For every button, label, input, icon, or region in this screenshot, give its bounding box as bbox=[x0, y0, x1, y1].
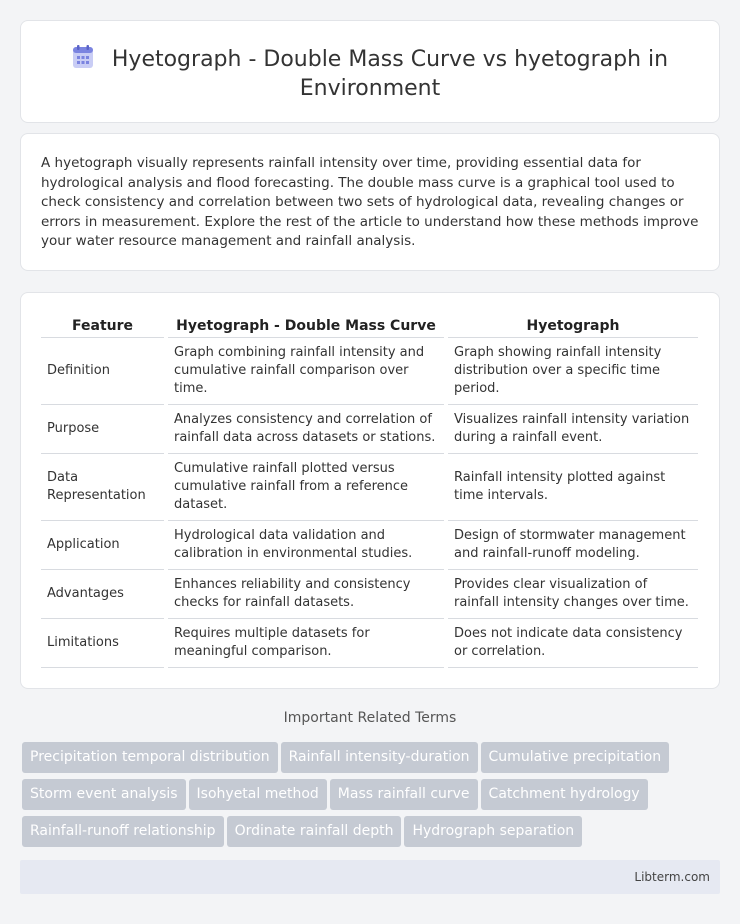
row-double-mass-value: Hydrological data validation and calibration in environmental studies. bbox=[168, 520, 444, 569]
header-hyetograph: Hyetograph bbox=[448, 315, 698, 337]
row-hyetograph-value: Provides clear visualization of rainfall intensity changes over time. bbox=[448, 569, 698, 618]
table-row bbox=[41, 337, 698, 404]
related-term-tag[interactable]: Ordinate rainfall depth bbox=[227, 816, 402, 847]
row-hyetograph-value: Rainfall intensity plotted against time intervals. bbox=[448, 453, 698, 520]
row-feature: Advantages bbox=[41, 569, 164, 618]
table-row bbox=[41, 453, 698, 520]
title-line-1: Hyetograph - Double Mass Curve vs hyetograph in bbox=[111, 47, 669, 72]
intro-paragraph: A hyetograph visually represents rainfall intensity over time, providing essential data for hydrological analysis and flood forecasting. The double mass curve is a graphical tool used to check consistency and correlation between two sets of hydrological data, revealing changes or errors in measurement. Explore the rest of the article to understand how these methods improve your water resource management and rainfall analysis. bbox=[41, 155, 699, 250]
table-row bbox=[41, 618, 698, 667]
related-term-tag[interactable]: Rainfall-runoff relationship bbox=[22, 816, 224, 847]
row-double-mass-value: Enhances reliability and consistency checks for rainfall datasets. bbox=[168, 569, 444, 618]
title-line-2: Environment bbox=[299, 76, 441, 101]
comparison-table-card bbox=[20, 292, 720, 689]
row-double-mass-value: Requires multiple datasets for meaningful comparison. bbox=[168, 618, 444, 667]
related-term-tag[interactable]: Rainfall intensity-duration bbox=[281, 742, 478, 773]
footer bbox=[20, 860, 720, 894]
row-feature: Application bbox=[41, 520, 164, 569]
row-double-mass-value: Analyzes consistency and correlation of rainfall data across datasets or stations. bbox=[168, 404, 444, 453]
related-term-tag[interactable]: Mass rainfall curve bbox=[330, 779, 478, 810]
header-double-mass-curve: Hyetograph - Double Mass Curve bbox=[168, 315, 444, 337]
related-terms-title: Important Related Terms bbox=[283, 710, 457, 726]
related-term-tag[interactable]: Isohyetal method bbox=[189, 779, 327, 810]
row-double-mass-value: Graph combining rainfall intensity and cumulative rainfall comparison over time. bbox=[168, 337, 444, 404]
table-row bbox=[41, 569, 698, 618]
row-feature: Limitations bbox=[41, 618, 164, 667]
related-terms-tags bbox=[22, 742, 722, 853]
row-feature: Purpose bbox=[41, 404, 164, 453]
header-card bbox=[20, 20, 720, 123]
row-double-mass-value: Cumulative rainfall plotted versus cumulative rainfall from a reference dataset. bbox=[168, 453, 444, 520]
row-hyetograph-value: Design of stormwater management and rainfall-runoff modeling. bbox=[448, 520, 698, 569]
related-term-tag[interactable]: Hydrograph separation bbox=[404, 816, 582, 847]
table-header-row bbox=[41, 315, 698, 337]
header-feature: Feature bbox=[41, 315, 164, 337]
related-term-tag[interactable]: Precipitation temporal distribution bbox=[22, 742, 278, 773]
document-icon bbox=[72, 45, 94, 69]
row-hyetograph-value: Visualizes rainfall intensity variation during a rainfall event. bbox=[448, 404, 698, 453]
row-feature: Data Representation bbox=[41, 453, 164, 520]
related-term-tag[interactable]: Catchment hydrology bbox=[481, 779, 648, 810]
table-row bbox=[41, 520, 698, 569]
intro-card bbox=[20, 133, 720, 271]
row-feature: Definition bbox=[41, 337, 164, 404]
related-term-tag[interactable]: Storm event analysis bbox=[22, 779, 186, 810]
row-hyetograph-value: Does not indicate data consistency or correlation. bbox=[448, 618, 698, 667]
related-term-tag[interactable]: Cumulative precipitation bbox=[481, 742, 670, 773]
footer-brand-link[interactable]: Libterm.com bbox=[634, 870, 710, 884]
page-title bbox=[21, 45, 719, 103]
table-row bbox=[41, 404, 698, 453]
row-hyetograph-value: Graph showing rainfall intensity distribution over a specific time period. bbox=[448, 337, 698, 404]
comparison-table bbox=[41, 315, 698, 668]
